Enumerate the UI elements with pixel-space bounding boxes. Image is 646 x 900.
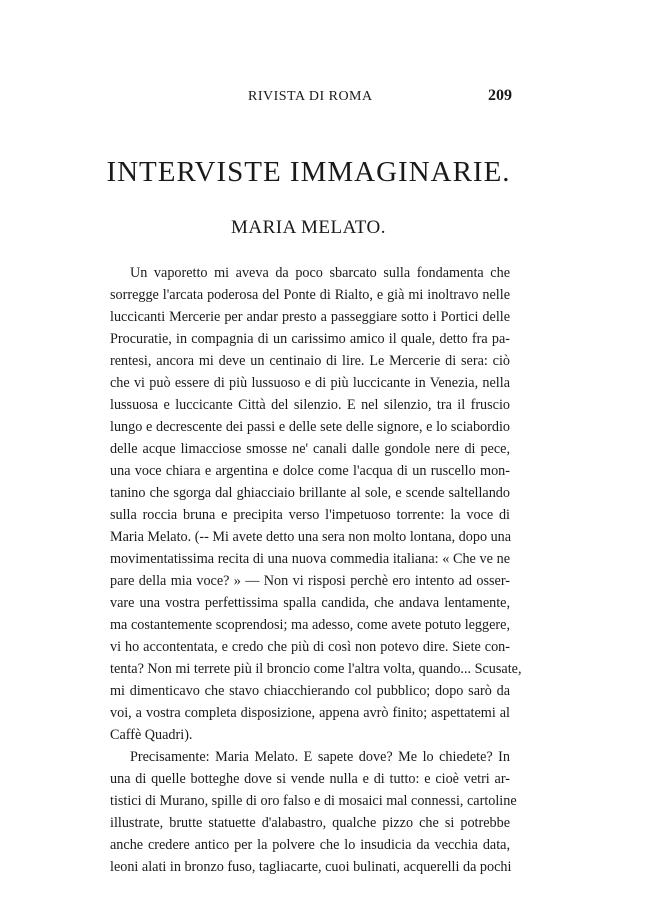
body-line: vi ho accontentata, e credo che più di così non potevo dire. Siete con- [110, 639, 510, 655]
body-line: mi dimenticavo che stavo chiacchierando col pubblico; dopo sarò da [110, 683, 510, 699]
body-line: Precisamente: Maria Melato. E sapete dove? Me lo chiedete? In [130, 749, 510, 765]
article-subtitle: MARIA MELATO. [231, 217, 386, 238]
body-line: Un vaporetto mi aveva da poco sbarcato sulla fondamenta che [130, 265, 510, 281]
body-line: voi, a vostra completa disposizione, appena avrò finito; aspettatemi al [110, 705, 510, 721]
body-line: che vi può essere di più lussuoso e di più luccicante in Venezia, nella [110, 375, 510, 391]
body-line: luccicanti Mercerie per andar presto a passeggiare sotto i Portici delle [110, 309, 510, 325]
body-line: Caffè Quadri). [110, 727, 193, 743]
article-title: INTERVISTE IMMAGINARIE. [106, 156, 511, 188]
page-number: 209 [488, 87, 512, 104]
body-line: lungo e decrescente dei passi e delle sete delle signore, e lo sciabordio [110, 419, 510, 435]
body-line: tistici di Murano, spille di oro falso e di mosaici mal connessi, cartoline [110, 793, 517, 809]
body-line: illustrate, brutte statuette d'alabastro, qualche pizzo che si potrebbe [110, 815, 510, 831]
body-line: rentesi, ancora mi deve un centinaio di lire. Le Mercerie di sera: ciò [110, 353, 510, 369]
body-line: ma costantemente scoprendosi; ma adesso, come avete potuto leggere, [110, 617, 510, 633]
body-line: lussuosa e luccicante Città del silenzio. E nel silenzio, tra il fruscio [110, 397, 510, 413]
running-head: RIVISTA DI ROMA [248, 89, 373, 104]
body-line: movimentatissima recita di una nuova commedia italiana: « Che ve ne [110, 551, 510, 567]
body-line: una di quelle botteghe dove si vende nulla e di tutto: e cioè vetri ar- [110, 771, 510, 787]
body-line: vare una vostra perfettissima spalla candida, che andava lentamente, [110, 595, 510, 611]
body-line: una voce chiara e argentina e dolce come l'acqua di un ruscello mon- [110, 463, 510, 479]
body-line: Maria Melato. (-- Mi avete detto una sera non molto lontana, dopo una [110, 529, 512, 545]
body-line: tenta? Non mi terrete più il broncio come l'altra volta, quando... Scusate, [110, 661, 522, 677]
body-line: Procuratie, in compagnia di un carissimo amico il quale, detto fra pa- [110, 331, 510, 347]
body-line: sorregge l'arcata poderosa del Ponte di Rialto, e già mi inoltravo nelle [110, 287, 510, 303]
body-line: tanino che sgorga dal ghiacciaio brillante al sole, e scende saltellando [110, 485, 510, 501]
body-line: delle acque limacciose smosse ne' canali dalle gondole nere di pece, [110, 441, 510, 457]
body-line: leoni alati in bronzo fuso, tagliacarte, cuoi bulinati, acquerelli da pochi [110, 859, 512, 875]
body-line: sulla roccia bruna e precipita verso l'impetuoso torrente: la voce di [110, 507, 510, 523]
body-line: pare della mia voce? » — Non vi risposi perchè ero intento ad osser- [110, 573, 510, 589]
body-line: anche credere antico per la polvere che lo insudicia da vecchia data, [110, 837, 510, 853]
